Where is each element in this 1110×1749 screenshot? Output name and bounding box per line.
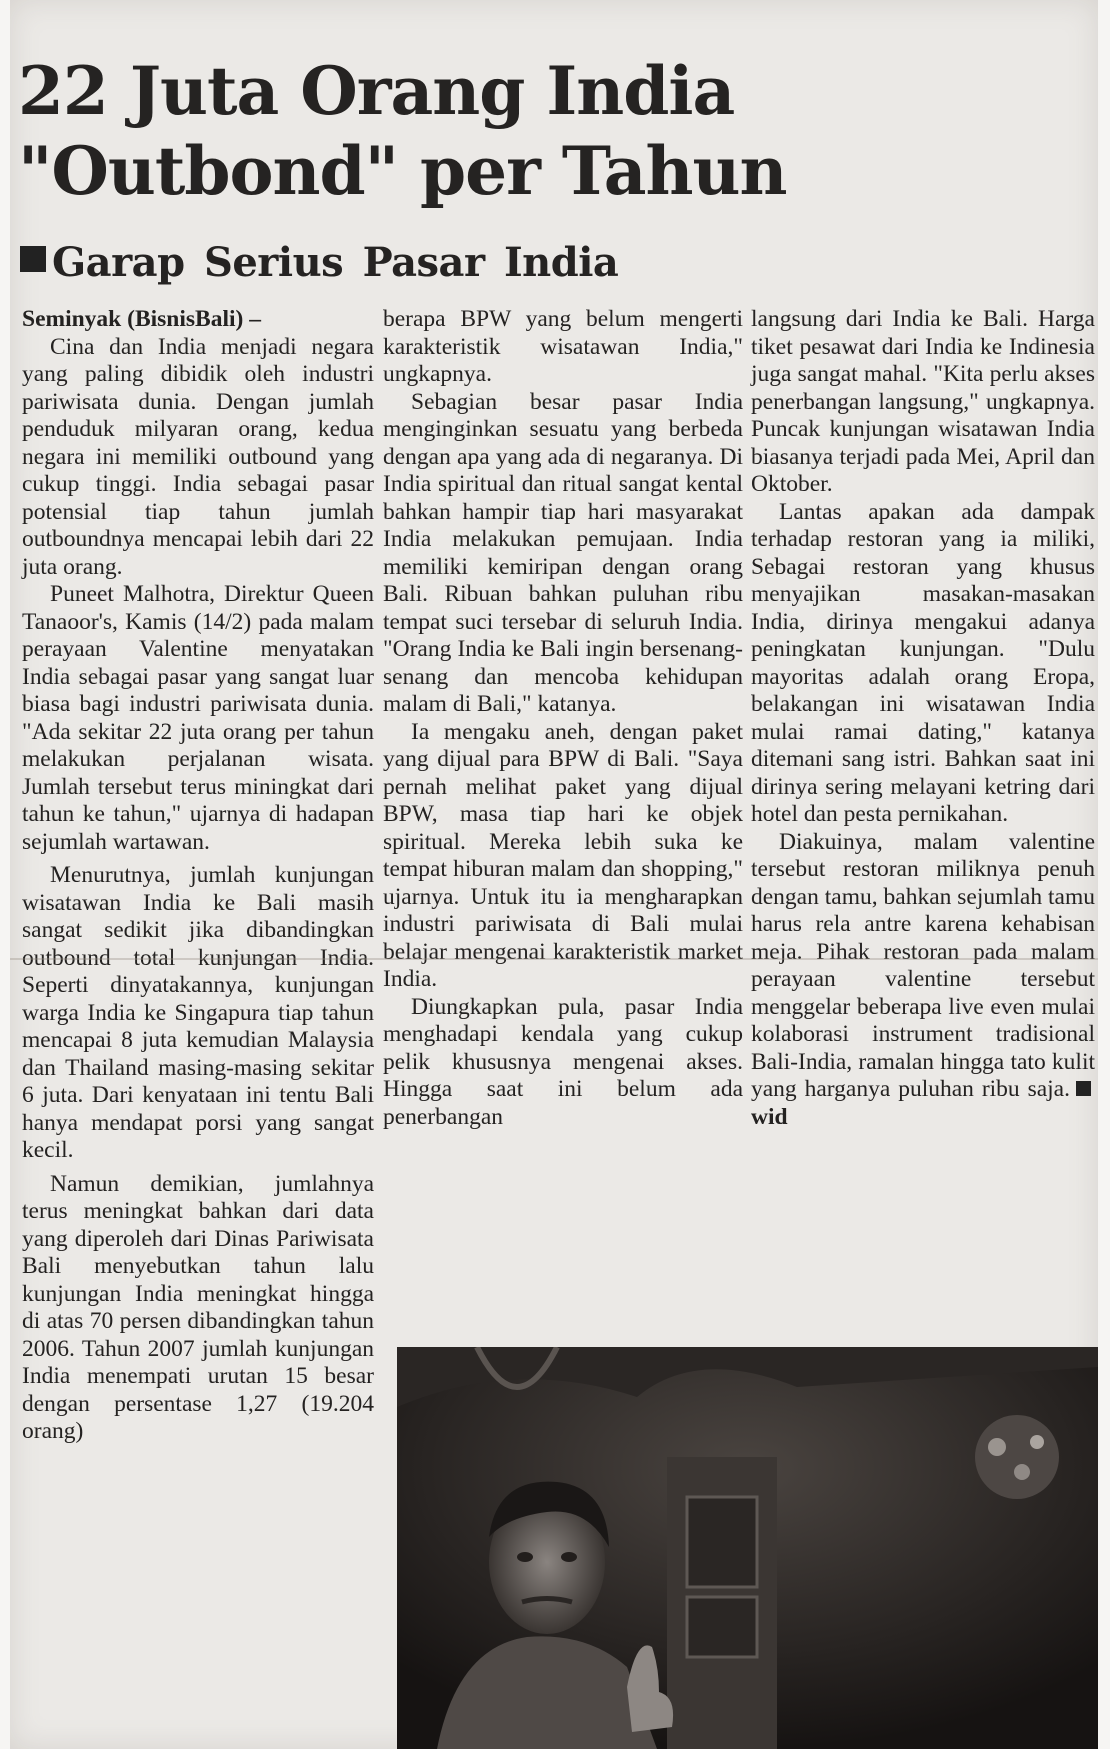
dateline: Seminyak (BisnisBali) – — [22, 306, 261, 332]
paragraph: Sebagian besar pasar India menginginkan sesuatu yang berbeda dengan apa yang ada di negaranya. Di India spiritual dan ritual sangat kental bahkan hampir tiap hari masyarakat India melakukan pemujaan. India memiliki kemiripan dengan orang Bali. Ribuan bahkan puluhan ribu tempat suci tersebar di seluruh India. "Orang India ke Bali ingin bersenang-senang dan mencoba kehidupan malam di Bali," katanya. — [383, 388, 743, 717]
paragraph: Lantas apakan ada dampak terhadap restoran yang ia miliki, Sebagai restoran yang khusus menyajikan masakan-masakan India, dirinya mengakui adanya peningkatan kunjungan. "Dulu mayoritas adalah orang Eropa, belakangan ini wisatawan India mulai ramai dating," katanya ditemani sang istri. Bahkan saat ini dirinya sering melayani ketring dari hotel dan pesta pernikahan. — [751, 498, 1095, 827]
paragraph: Puneet Malhotra, Direktur Queen Tanaoor's, Kamis (14/2) pada malam perayaan Valentine menyatakan India sebagai pasar yang sangat luar biasa bagi industri pariwisata dunia. "Ada sekitar 22 juta orang per tahun melakukan perjalanan wisata. Jumlah tersebut terus miningkat dari tahun ke tahun," ujarnya di hadapan sejumlah wartawan. — [22, 581, 374, 855]
paragraph: berapa BPW yang belum mengerti karakteristik wisatawan India," ungkapnya. — [383, 306, 743, 387]
square-bullet-icon — [20, 246, 46, 272]
paragraph: Cina dan India menjadi negara yang paling dibidik oleh industri pariwisata dunia. Dengan jumlah penduduk milyaran orang, kedua negara ini memiliki outbound yang cukup tinggi. India sebagai pasar potensial tiap tahun jumlah outboundnya mencapai lebih dari 22 juta orang. — [22, 333, 374, 580]
paragraph: Ia mengaku aneh, dengan paket yang dijual para BPW di Bali. "Saya pernah melihat paket yang dijual BPW, masa tiap hari ke objek spiritual. Mereka lebih suka ke tempat hiburan malam dan shopping," ujarnya. Untuk itu ia mengharapkan industri pariwisata di Bali mulai belajar mengenai karakteristik market India. — [383, 718, 743, 992]
article-photo — [397, 1347, 1098, 1749]
subheadline-text: Garap Serius Pasar India — [52, 239, 619, 286]
paragraph-text: Diakuinya, malam valentine tersebut restoran miliknya penuh dengan tamu, bahkan sejumlah tamu harus rela antre karena kehabisan meja. Pihak restoran pada malam perayaan valentine tersebut menggelar beberapa live even mulai kolaborasi instrument tradisional Bali-India, ramalan hingga tato kulit yang harganya puluhan ribu saja. — [751, 828, 1095, 1102]
paragraph — [751, 829, 1095, 1132]
paper-fold-line — [10, 958, 1098, 960]
byline: wid — [751, 1103, 788, 1130]
newspaper-clipping — [10, 0, 1098, 1749]
subheadline — [20, 239, 619, 286]
headline-line-1: 22 Juta Orang India — [18, 52, 735, 130]
paragraph: Namun demikian, jumlahnya terus meningkat bahkan dari data yang diperoleh dari Dinas Pariwisata Bali menyebutkan tahun lalu kunjungan India meningkat hingga di atas 70 persen dibandingkan tahun 2006. Tahun 2007 jumlah kunjungan India menempati urutan 15 besar dengan persentase 1,27 (19.204 orang) — [22, 1170, 374, 1444]
square-end-icon — [1076, 1081, 1091, 1096]
headline-line-2: "Outbond" per Tahun — [18, 132, 787, 210]
dateline-paragraph — [22, 306, 374, 334]
article-column-1 — [22, 306, 374, 1446]
photo-illustration — [397, 1347, 1098, 1749]
margin-marks — [1048, 0, 1068, 1300]
paragraph: langsung dari India ke Bali. Harga tiket pesawat dari India ke Indinesia juga sangat mahal. "Kita perlu akses penerbangan langsung," ungkapnya. Puncak kunjungan wisatawan India biasanya terjadi pada Mei, April dan Oktober. — [751, 306, 1095, 497]
article-column-2 — [383, 306, 743, 1131]
paragraph: Menurutnya, jumlah kunjungan wisatawan India ke Bali masih sangat sedikit jika dibandingkan outbound total kunjungan India. Seperti dinyatakannya, kunjungan warga India ke Singapura tiap tahun mencapai 8 juta kemudian Malaysia dan Thailand masing-masing sekitar 6 juta. Dari kenyataan ini tentu Bali hanya mendapat porsi yang sangat kecil. — [22, 862, 374, 1163]
article-column-3 — [751, 306, 1095, 1131]
paragraph: Diungkapkan pula, pasar India menghadapi kendala yang cukup pelik khususnya mengenai akses. Hingga saat ini belum ada penerbangan — [383, 993, 743, 1130]
